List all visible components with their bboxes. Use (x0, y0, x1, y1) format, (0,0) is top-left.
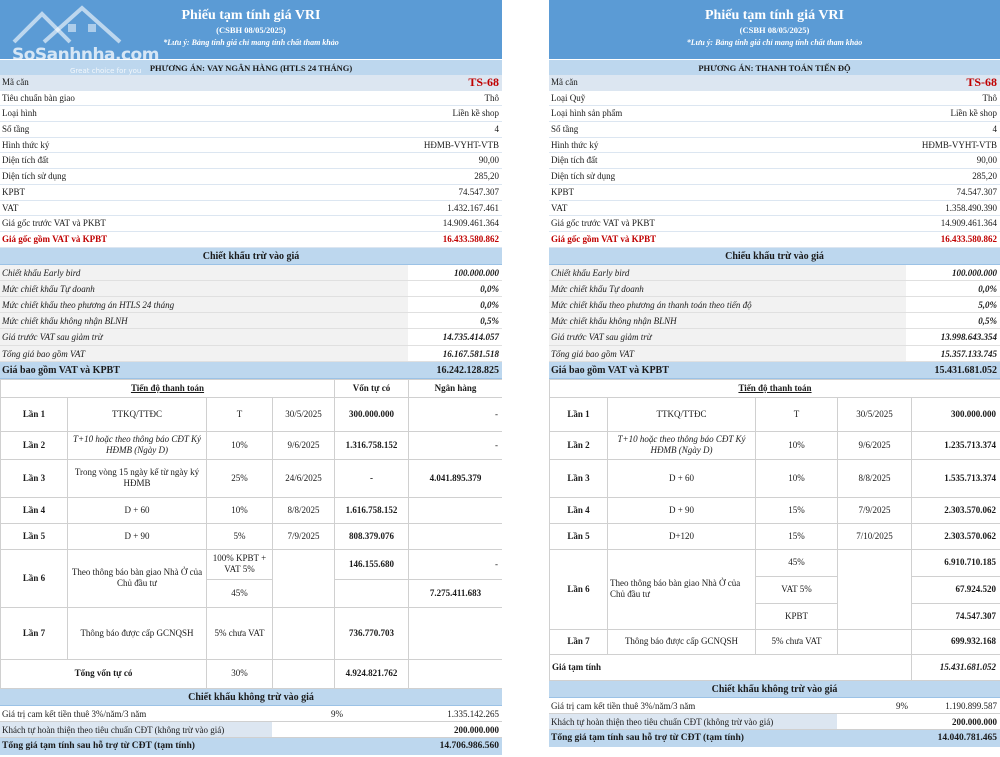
info-label: KPBT (551, 186, 575, 197)
payment-desc: D + 60 (68, 497, 207, 523)
payment-bank (409, 523, 503, 549)
left-payment-6b: 45% 7.275.411.683 (1, 579, 503, 607)
payment-value: 1.235.713.374 (912, 431, 1000, 459)
payment-bank (409, 497, 503, 523)
payment-own: 1.316.758.152 (335, 431, 409, 459)
info-value: HĐMB-VYHT-VTB (272, 138, 502, 153)
payment-row (550, 497, 1000, 523)
info-value: 74.547.307 (837, 185, 1000, 200)
info-label: Giá gốc trước VAT và PKBT (2, 218, 106, 229)
info-value: 16.433.580.862 (272, 232, 502, 247)
payment-number: Lần 2 (1, 431, 68, 459)
info-row (0, 138, 502, 154)
left-payment-header (1, 379, 503, 397)
right-temp-total: Giá tạm tính 15.431.681.052 (550, 654, 1000, 680)
payment-percent: 10% (756, 431, 838, 459)
info-label: Diện tích đất (551, 155, 598, 166)
info-row (0, 232, 502, 248)
info-label: Diện tích đất (2, 155, 49, 166)
left-total-value: 16.242.128.825 (436, 364, 499, 376)
payment-date: 30/5/2025 (838, 397, 912, 431)
payment-percent: 25% (207, 459, 273, 497)
left-info-table (0, 75, 502, 248)
payment-value: 300.000.000 (912, 397, 1000, 431)
right-total-label: Giá bao gồm VAT và KPBT (551, 364, 669, 376)
right-final-row: Tổng giá tạm tính sau hỗ trợ từ CĐT (tạm tính) 14.040.781.465 (549, 730, 1000, 747)
payment-number: Lần 1 (1, 397, 68, 431)
info-label: Mã căn (551, 77, 578, 87)
payment-own: 1.616.758.152 (335, 497, 409, 523)
discount-value: 16.167.581.518 (442, 348, 499, 359)
payment-own: 300.000.000 (335, 397, 409, 431)
right-plan: PHƯƠNG ÁN: THANH TOÁN TIẾN ĐỘ (549, 59, 1000, 75)
payment-desc: TTKQ/TTĐC (608, 397, 756, 431)
discount-value: 0,5% (480, 316, 499, 327)
discount-label: Chiết khấu Early bird (0, 265, 408, 280)
left-col-own: Vốn tự có (335, 379, 409, 397)
info-row (0, 122, 502, 138)
info-row (0, 153, 502, 169)
info-row (0, 201, 502, 217)
payment-number: Lần 3 (1, 459, 68, 497)
info-row (549, 91, 1000, 107)
payment-number: Lần 1 (550, 397, 608, 431)
payment-row (550, 431, 1000, 459)
info-value: 90,00 (272, 153, 502, 168)
info-value: 285,20 (272, 169, 502, 184)
right-header (549, 0, 1000, 59)
right-discount-title: Chiếu khấu trừ vào giá (549, 248, 1000, 265)
payment-number: Lần 4 (1, 497, 68, 523)
discount-row (549, 346, 1000, 362)
info-row (549, 122, 1000, 138)
info-row (0, 216, 502, 232)
payment-desc: Trong vòng 15 ngày kể từ ngày ký HĐMB (68, 459, 207, 497)
payment-date: 7/9/2025 (273, 523, 335, 549)
payment-row (1, 497, 503, 523)
left-schedule-title: Tiến độ thanh toán (130, 382, 205, 393)
left-nodisc-1: Giá trị cam kết tiền thuê 3%/năm/3 năm 9% 1.335.142.265 (0, 706, 502, 722)
left-payment-6a: Lần 6 Theo thông báo bàn giao Nhà Ở của Chủ đầu tư 100% KPBT + VAT 5% 146.155.680 - (1, 549, 503, 579)
info-row (549, 106, 1000, 122)
payment-number: Lần 4 (550, 497, 608, 523)
info-label: Diện tích sử dụng (2, 171, 67, 182)
discount-value: 13.998.643.354 (940, 332, 997, 343)
payment-row (1, 459, 503, 497)
payment-own: 808.379.076 (335, 523, 409, 549)
panel-gap (502, 0, 549, 757)
info-label: Diện tích sử dụng (551, 171, 616, 182)
discount-label: Mức chiết khấu Tự doanh (549, 281, 906, 296)
left-own-total: Tổng vốn tự có 30% 4.924.821.762 (1, 659, 503, 688)
left-col-bank: Ngân hàng (409, 379, 503, 397)
payment-percent: 15% (756, 497, 838, 523)
info-label: Loại hình (2, 108, 37, 119)
info-label: Loại hình sản phẩm (551, 108, 623, 119)
discount-label: Tổng giá bao gồm VAT (0, 346, 408, 361)
info-row (549, 153, 1000, 169)
left-plan: PHƯƠNG ÁN: VAY NGÂN HÀNG (HTLS 24 THÁNG) (0, 59, 502, 75)
right-note: *Lưu ý: Bảng tính giá chỉ mang tính chất tham khảo (686, 38, 863, 47)
left-nodisc-2: Khách tự hoàn thiện theo tiêu chuẩn CĐT (không trừ vào giá) 200.000.000 (0, 722, 502, 738)
info-row (0, 75, 502, 91)
info-row (549, 169, 1000, 185)
right-schedule-title: Tiến độ thanh toán (738, 382, 812, 393)
info-value: 14.909.461.364 (272, 216, 502, 231)
payment-desc: D + 90 (608, 497, 756, 523)
payment-date: 7/10/2025 (838, 523, 912, 549)
discount-row (0, 346, 502, 362)
info-row (0, 91, 502, 107)
info-row (0, 106, 502, 122)
discount-row (549, 265, 1000, 281)
discount-label: Tổng giá bao gồm VAT (549, 346, 906, 361)
payment-own: - (335, 459, 409, 497)
discount-row (0, 313, 502, 329)
discount-row (0, 297, 502, 313)
discount-value: 100.000.000 (454, 267, 499, 278)
info-row (549, 138, 1000, 154)
discount-value: 15.357.133.745 (940, 348, 997, 359)
info-label: VAT (2, 202, 19, 213)
info-row (549, 185, 1000, 201)
info-label: Hình thức ký (551, 139, 599, 150)
info-label: Giá gốc gồm VAT và KPBT (551, 233, 657, 244)
left-title: Phiếu tạm tính giá VRI (181, 8, 321, 23)
discount-label: Giá trước VAT sau giảm trừ (549, 329, 906, 344)
left-final-row: Tổng giá tạm tính sau hỗ trợ từ CĐT (tạm tính) 14.706.986.560 (0, 738, 502, 755)
payment-row (1, 397, 503, 431)
left-total-label: Giá bao gồm VAT và KPBT (2, 364, 120, 376)
left-payment-table (0, 379, 503, 689)
info-row (549, 216, 1000, 232)
info-label: Mã căn (2, 77, 29, 87)
info-label: KPBT (2, 186, 26, 197)
discount-label: Mức chiết khấu không nhận BLNH (0, 313, 408, 328)
payment-percent: 5% (207, 523, 273, 549)
payment-row (1, 431, 503, 459)
payment-date: 8/8/2025 (273, 497, 335, 523)
payment-date: 9/6/2025 (273, 431, 335, 459)
watermark-logo (4, 2, 159, 75)
discount-label: Mức chiết khấu theo phương án HTLS 24 tháng (0, 297, 408, 312)
payment-desc: T+10 hoặc theo thông báo CĐT Ký HĐMB (Ngày D) (68, 431, 207, 459)
discount-row (549, 329, 1000, 345)
discount-row (549, 281, 1000, 297)
info-value: TS-68 (837, 75, 1000, 90)
info-value: Liền kề shop (837, 106, 1000, 121)
right-discount-table (549, 265, 1000, 362)
payment-desc: T+10 hoặc theo thông báo CĐT Ký HĐMB (Ngày D) (608, 431, 756, 459)
watermark-tagline: Great choice for you (70, 67, 142, 75)
payment-number: Lần 5 (1, 523, 68, 549)
info-row (549, 232, 1000, 248)
discount-row (0, 265, 502, 281)
right-payment-6a: Lần 6 Theo thông báo bàn giao Nhà Ở của Chủ đầu tư 45% 6.910.710.185 (550, 549, 1000, 576)
discount-row (0, 281, 502, 297)
info-label: Giá gốc trước VAT và PKBT (551, 218, 655, 229)
payment-bank: - (409, 431, 503, 459)
payment-row (550, 397, 1000, 431)
info-row (0, 169, 502, 185)
payment-date: 8/8/2025 (838, 459, 912, 497)
right-total-value: 15.431.681.052 (934, 364, 997, 376)
payment-desc: TTKQ/TTĐC (68, 397, 207, 431)
discount-value: 5,0% (978, 299, 997, 310)
payment-date: 30/5/2025 (273, 397, 335, 431)
discount-value: 0,5% (978, 316, 997, 327)
right-nodisc-2: Khách tự hoàn thiện theo tiêu chuẩn CĐT (không trừ vào giá) 200.000.000 (549, 714, 1000, 730)
payment-value: 2.303.570.062 (912, 497, 1000, 523)
payment-row (1, 523, 503, 549)
left-total-row (0, 362, 502, 379)
info-value: 16.433.580.862 (837, 232, 1000, 247)
info-label: Tiêu chuẩn bàn giao (2, 92, 75, 103)
right-payment-7: Lần 7 Thông báo được cấp GCNQSH 5% chưa VAT 699.932.168 (550, 629, 1000, 654)
info-value: 14.909.461.364 (837, 216, 1000, 231)
info-value: 90,00 (837, 153, 1000, 168)
payment-row (550, 459, 1000, 497)
discount-value: 0,0% (978, 283, 997, 294)
payment-value: 2.303.570.062 (912, 523, 1000, 549)
info-label: Loại Quỹ (551, 92, 586, 103)
info-value: 285,20 (837, 169, 1000, 184)
info-label: Số tầng (551, 124, 579, 135)
right-nodisc-1: Giá trị cam kết tiền thuê 3%/năm/3 năm 9% 1.190.899.587 (549, 698, 1000, 714)
payment-percent: 10% (207, 497, 273, 523)
info-value: Liền kề shop (272, 106, 502, 121)
info-row (549, 75, 1000, 91)
payment-number: Lần 2 (550, 431, 608, 459)
right-payment-header (550, 379, 1000, 397)
right-payment-6b: VAT 5% 67.924.520 (550, 576, 1000, 603)
info-value: 1.358.490.390 (837, 201, 1000, 216)
info-value: 4 (837, 122, 1000, 137)
left-note: *Lưu ý: Bảng tính giá chỉ mang tính chất tham khảo (163, 38, 339, 47)
right-payment-table (549, 379, 1000, 681)
info-value: Thô (272, 91, 502, 106)
right-subtitle: (CSBH 08/05/2025) (739, 25, 810, 35)
discount-value: 100.000.000 (952, 267, 997, 278)
payment-number: Lần 5 (550, 523, 608, 549)
info-label: Hình thức ký (2, 139, 50, 150)
payment-date: 24/6/2025 (273, 459, 335, 497)
info-row (0, 185, 502, 201)
payment-percent: T (207, 397, 273, 431)
payment-desc: D + 60 (608, 459, 756, 497)
payment-number: Lần 3 (550, 459, 608, 497)
payment-percent: 10% (207, 431, 273, 459)
discount-row (549, 313, 1000, 329)
payment-percent: 10% (756, 459, 838, 497)
info-value: 4 (272, 122, 502, 137)
right-panel (549, 0, 1000, 757)
right-nodisc-title: Chiết khấu không trừ vào giá (549, 681, 1000, 698)
left-discount-table (0, 265, 502, 362)
payment-date: 9/6/2025 (838, 431, 912, 459)
watermark-text: SoSanhnha.com (12, 45, 159, 65)
left-nodisc-title: Chiết khấu không trừ vào giá (0, 689, 502, 706)
discount-value: 0,0% (480, 283, 499, 294)
info-value: 1.432.167.461 (272, 201, 502, 216)
discount-value: 14.735.414.057 (442, 332, 499, 343)
discount-row (549, 297, 1000, 313)
info-value: TS-68 (272, 75, 502, 90)
left-payment-7: Lần 7 Thông báo được cấp GCNQSH 5% chưa VAT 736.770.703 (1, 607, 503, 659)
right-info-table (549, 75, 1000, 248)
discount-value: 0,0% (480, 299, 499, 310)
payment-bank: - (409, 397, 503, 431)
info-value: 74.547.307 (272, 185, 502, 200)
info-label: VAT (551, 202, 568, 213)
discount-label: Chiết khấu Early bird (549, 265, 906, 280)
info-row (549, 201, 1000, 217)
discount-label: Mức chiết khấu theo phương án thanh toán theo tiến độ (549, 297, 906, 312)
discount-row (0, 329, 502, 345)
payment-row (550, 523, 1000, 549)
payment-desc: D + 90 (68, 523, 207, 549)
payment-percent: 15% (756, 523, 838, 549)
discount-label: Giá trước VAT sau giảm trừ (0, 329, 408, 344)
discount-label: Mức chiết khấu không nhận BLNH (549, 313, 906, 328)
left-subtitle: (CSBH 08/05/2025) (216, 25, 286, 35)
info-value: HĐMB-VYHT-VTB (837, 138, 1000, 153)
left-discount-title: Chiết khấu trừ vào giá (0, 248, 502, 265)
info-value: Thô (837, 91, 1000, 106)
payment-bank: 4.041.895.379 (409, 459, 503, 497)
payment-percent: T (756, 397, 838, 431)
right-payment-6c: KPBT 74.547.307 (550, 603, 1000, 629)
payment-value: 1.535.713.374 (912, 459, 1000, 497)
payment-date: 7/9/2025 (838, 497, 912, 523)
info-label: Giá gốc gồm VAT và KPBT (2, 233, 108, 244)
right-total-row (549, 362, 1000, 379)
discount-label: Mức chiết khấu Tự doanh (0, 281, 408, 296)
info-label: Số tầng (2, 124, 30, 135)
right-title: Phiếu tạm tính giá VRI (705, 8, 844, 23)
payment-desc: D+120 (608, 523, 756, 549)
